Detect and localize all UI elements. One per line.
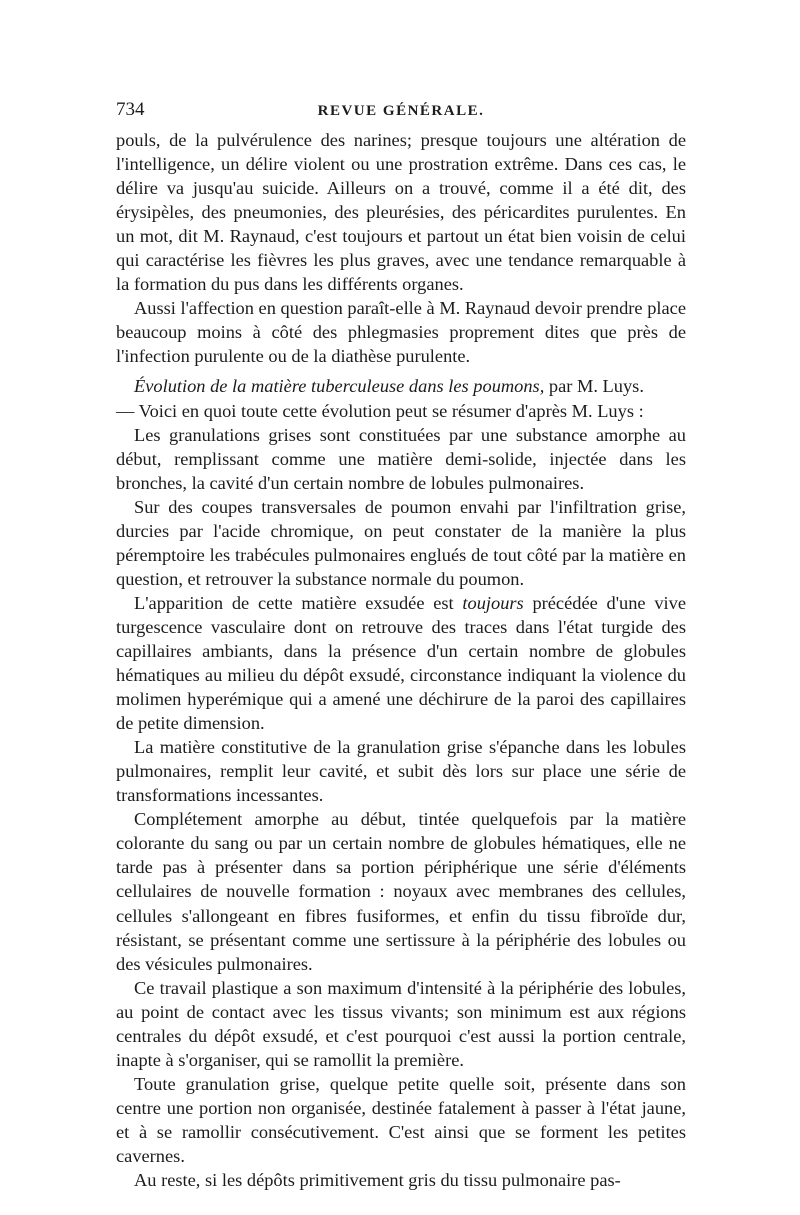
paragraph: Aussi l'affection en question paraît-elle à M. Raynaud devoir prendre place beaucoup moins à côté des phlegmasies proprement dites que près de l'infection purulente ou de la diathèse purulente. [116, 298, 686, 367]
page-number: 734 [116, 99, 145, 120]
page-header [116, 98, 686, 124]
section-heading [116, 374, 686, 398]
paragraph-continued: pouls, de la pulvérulence des narines; presque toujours une altération de l'intelligence, un délire violent ou une prostration extrême. Dans ces cas, le délire va jusqu'au suicide. Ailleurs on a trouvé, comme il a été dit, des érysipèles, des pneumonies, des pleurésies, des péricardites purulentes. En un mot, dit M. Raynaud, c'est toujours et partout un état bien voisin de celui qui caractérise les fièvres les plus graves, avec une tendance remarquable à la formation du pus dans les différents organes. [116, 130, 686, 295]
paragraph: La matière constitutive de la granulation grise s'épanche dans les lobules pulmonaires, remplit leur cavité, et subit dès lors sur place une série de transformations incessantes. [116, 737, 686, 806]
document-page [116, 98, 686, 1192]
paragraph: Toute granulation grise, quelque petite quelle soit, présente dans son centre une portion non organisée, destinée fatalement à passer à l'état jaune, et à se ramollir consécutivement. C'est ainsi que se forment les petites cavernes. [116, 1073, 686, 1166]
section-title: Évolution de la matière tuberculeuse dans les poumons, [134, 376, 545, 397]
running-title: REVUE GÉNÉRALE. [317, 103, 485, 119]
paragraph [116, 591, 686, 735]
emphasis: toujours [462, 592, 524, 613]
section-intro: — Voici en quoi toute cette évolution peut se résumer d'après M. Luys : [116, 400, 644, 421]
paragraph: Au reste, si les dépôts primitivement gris du tissu pulmonaire pas- [134, 1170, 621, 1191]
section-author: par M. Luys. [544, 376, 644, 397]
paragraph: Ce travail plastique a son maximum d'intensité à la périphérie des lobules, au point de contact avec les tissus vivants; son minimum est aux régions centrales du dépôt exsudé, et c'est pourquoi c'est aussi la portion centrale, inapte à s'organiser, qui se ramollit la première. [116, 977, 686, 1070]
paragraph-text: L'apparition de cette matière exsudée est [134, 592, 463, 613]
paragraph: Les granulations grises sont constituées par une substance amorphe au début, remplissant comme une matière demi-solide, injectée dans les bronches, la cavité d'un certain nombre de lobules pulmonaires. [116, 424, 686, 493]
paragraph: Complétement amorphe au début, tintée quelquefois par la matière colorante du sang ou par un certain nombre de globules hématiques, elle ne tarde pas à présenter dans sa portion périphérique une série d'éléments cellulaires de nouvelle formation : noyaux avec membranes des cellules, cellules s'allongeant en fibres fusiformes, et enfin du tissu fibroïde dur, résistant, se présentant comme une sertissure à la périphérie des lobules ou des vésicules pulmonaires. [116, 809, 686, 974]
paragraph-text: précédée d'une vive turgescence vasculaire dont on retrouve des traces dans l'état turgide des capillaires ambiants, dans la présence d'un certain nombre de globules hématiques au milieu du dépôt exsudé, circonstance indiquant la violence du molimen hyperémique qui a amené une déchirure de la paroi des capillaires de petite dimension. [116, 592, 686, 734]
paragraph: Sur des coupes transversales de poumon envahi par l'infiltration grise, durcies par l'acide chromique, on peut constater de la manière la plus péremptoire les trabécules pulmonaires englués de tout côté par la matière en question, et retrouver la substance normale du poumon. [116, 496, 686, 589]
